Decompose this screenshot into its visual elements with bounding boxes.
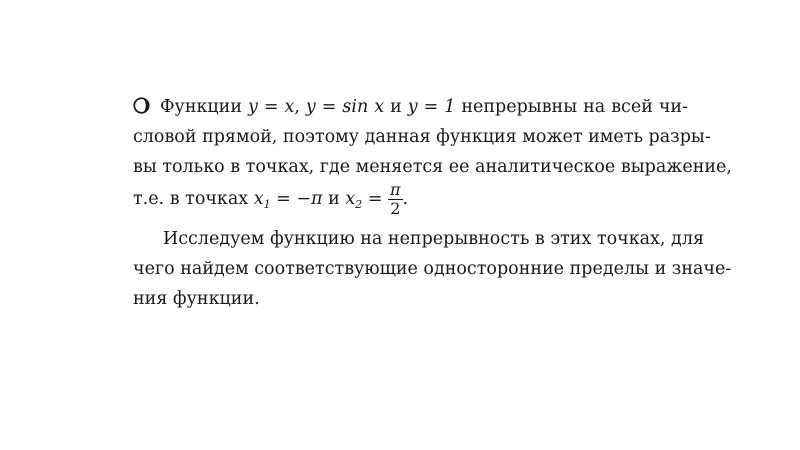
formula-y-eq-x: y = x <box>247 97 295 117</box>
formula-y-eq-sinx: y = sin x <box>305 97 385 117</box>
text-fragment: Функции <box>160 97 248 117</box>
moon-marker-icon <box>133 97 150 114</box>
equals-sign: = <box>362 189 389 209</box>
paragraph2-line3: ния функции. <box>133 289 260 309</box>
formula-y-eq-1: y = 1 <box>407 97 456 117</box>
paragraph2-line1: Исследуем функцию на непрерывность в этих точках, для <box>163 229 704 249</box>
formula-rest: = −π <box>270 189 323 209</box>
formula-x1 <box>254 189 323 209</box>
subscript: 2 <box>355 198 363 211</box>
paragraph1-line4 <box>133 182 688 216</box>
fraction-denominator: 2 <box>390 199 401 218</box>
paragraph-gap <box>133 216 688 224</box>
fraction-pi-over-2 <box>388 182 403 217</box>
formula-x2 <box>345 189 388 209</box>
text-fragment: , <box>294 97 306 117</box>
text-fragment: т.е. в точках <box>133 189 254 209</box>
paragraph1-line3: вы только в точках, где меняется ее аналитическое выражение, <box>133 157 732 177</box>
var-x: x <box>253 189 264 209</box>
paragraph2-line2: чего найдем соответствующие односторонние пределы и значе- <box>133 259 732 279</box>
paragraph1-line1 <box>133 92 688 122</box>
subscript: 1 <box>263 198 271 211</box>
text-block <box>133 92 732 314</box>
text-fragment: и <box>384 97 408 117</box>
text-fragment: и <box>322 189 346 209</box>
var-x: x <box>345 189 356 209</box>
text-fragment: непрерывны на всей чи- <box>455 97 688 117</box>
fraction-numerator: π <box>390 180 401 199</box>
text-fragment: . <box>402 189 409 209</box>
paragraph1-line2: словой прямой, поэтому данная функция может иметь разры- <box>133 127 711 147</box>
